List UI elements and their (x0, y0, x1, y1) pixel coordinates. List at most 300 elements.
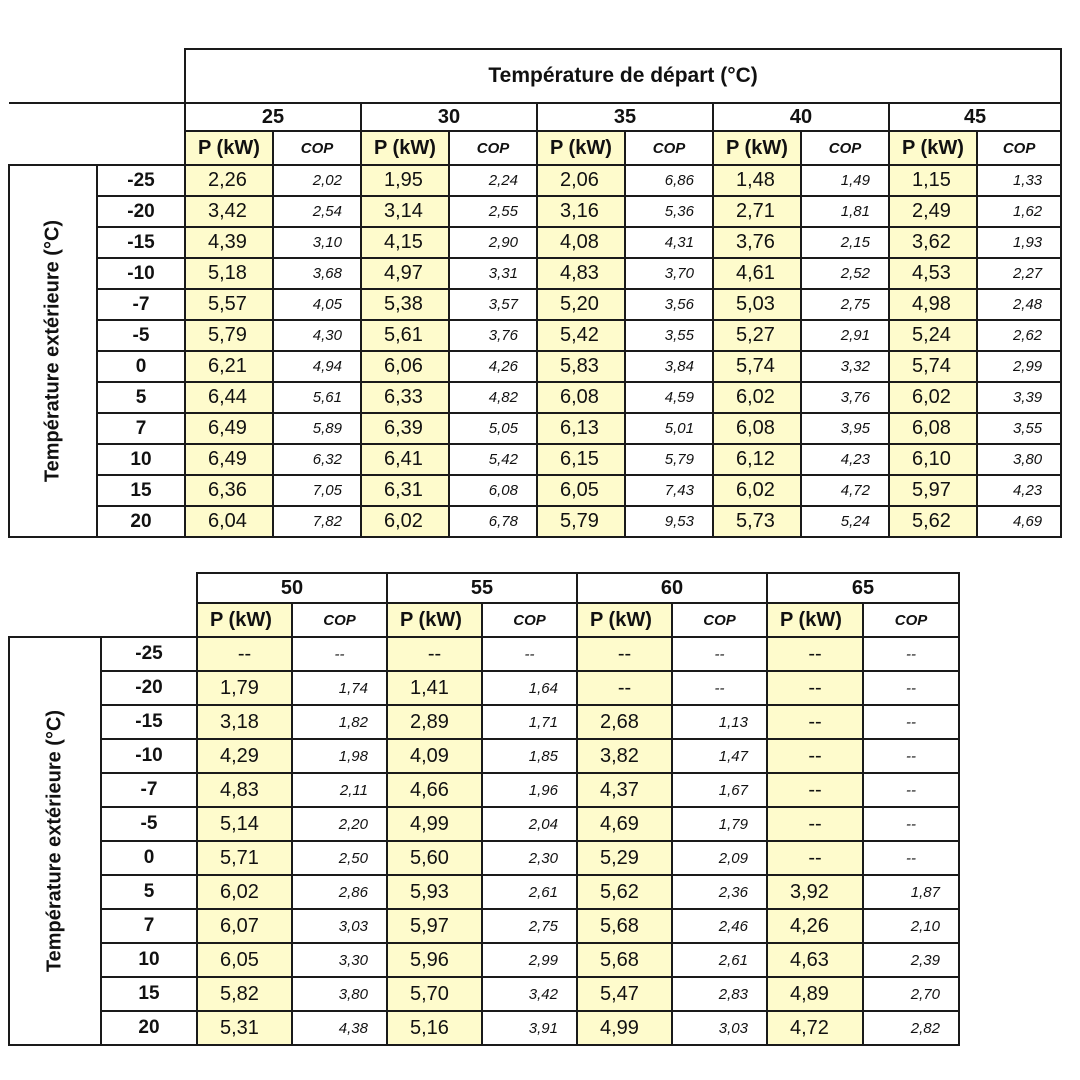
power-value: 5,97 (387, 909, 482, 943)
cop-value: 1,49 (801, 165, 889, 196)
cop-value: 3,68 (273, 258, 361, 289)
outdoor-temp-value: -10 (101, 739, 197, 773)
table-row (9, 739, 959, 773)
outdoor-temperature-axis-label-cell (9, 637, 101, 1045)
cop-value: 1,67 (672, 773, 767, 807)
departure-temp-header: 40 (713, 103, 889, 131)
power-value: 4,83 (537, 258, 625, 289)
power-value: 1,95 (361, 165, 449, 196)
power-value: 5,42 (537, 320, 625, 351)
power-value: 5,38 (361, 289, 449, 320)
power-value: 6,08 (713, 413, 801, 444)
cop-value: 2,02 (273, 165, 361, 196)
table-row (9, 671, 959, 705)
power-value: 4,61 (713, 258, 801, 289)
power-value: 5,74 (713, 351, 801, 382)
power-value: 5,68 (577, 909, 672, 943)
power-value: 5,79 (537, 506, 625, 537)
cop-value: 1,79 (672, 807, 767, 841)
power-value: 6,05 (537, 475, 625, 506)
power-value: 5,83 (537, 351, 625, 382)
power-value: 6,15 (537, 444, 625, 475)
power-value: 6,08 (537, 382, 625, 413)
power-value: 5,29 (577, 841, 672, 875)
power-value: 5,96 (387, 943, 482, 977)
power-value: 4,29 (197, 739, 292, 773)
cop-value: 3,84 (625, 351, 713, 382)
cop-value: 2,15 (801, 227, 889, 258)
cop-value: 2,52 (801, 258, 889, 289)
power-value: 5,62 (577, 875, 672, 909)
power-value: 5,93 (387, 875, 482, 909)
power-value: 6,49 (185, 413, 273, 444)
power-value: 5,62 (889, 506, 977, 537)
outdoor-temp-value: 7 (97, 413, 185, 444)
power-value: -- (767, 739, 863, 773)
cop-value: 2,10 (863, 909, 959, 943)
table-row (9, 382, 1061, 413)
power-value: 5,18 (185, 258, 273, 289)
power-value: 2,49 (889, 196, 977, 227)
cop-value: -- (672, 637, 767, 671)
table-row (9, 909, 959, 943)
power-value: 5,60 (387, 841, 482, 875)
cop-value: 7,43 (625, 475, 713, 506)
cop-header: COP (672, 603, 767, 637)
cop-value: 3,30 (292, 943, 387, 977)
cop-value: 1,82 (292, 705, 387, 739)
cop-value: 1,96 (482, 773, 577, 807)
power-value: 5,16 (387, 1011, 482, 1045)
cop-value: 2,99 (482, 943, 577, 977)
cop-value: 1,81 (801, 196, 889, 227)
outdoor-temp-value: 7 (101, 909, 197, 943)
cop-value: 2,86 (292, 875, 387, 909)
power-value: -- (387, 637, 482, 671)
cop-value: 3,03 (292, 909, 387, 943)
outdoor-temp-value: -7 (101, 773, 197, 807)
table-row (9, 1011, 959, 1045)
table-row (9, 773, 959, 807)
cop-value: 1,85 (482, 739, 577, 773)
departure-header-row (9, 103, 1061, 131)
power-header: P (kW) (889, 131, 977, 165)
cop-value: 1,62 (977, 196, 1061, 227)
cop-value: 2,54 (273, 196, 361, 227)
cop-value: 2,55 (449, 196, 537, 227)
cop-value: 3,80 (292, 977, 387, 1011)
power-value: 6,39 (361, 413, 449, 444)
power-value: 3,82 (577, 739, 672, 773)
cop-value: 2,39 (863, 943, 959, 977)
cop-value: 5,24 (801, 506, 889, 537)
power-header: P (kW) (767, 603, 863, 637)
cop-value: 1,87 (863, 875, 959, 909)
table-row (9, 506, 1061, 537)
cop-value: 5,01 (625, 413, 713, 444)
cop-value: 2,82 (863, 1011, 959, 1045)
table-row (9, 289, 1061, 320)
outdoor-temperature-label: Température extérieure (°C) (41, 219, 64, 483)
cop-value: 3,32 (801, 351, 889, 382)
cop-value: 4,23 (801, 444, 889, 475)
cop-value: 2,99 (977, 351, 1061, 382)
cop-value: -- (863, 637, 959, 671)
power-value: 6,10 (889, 444, 977, 475)
cop-value: 3,80 (977, 444, 1061, 475)
power-value: 6,02 (361, 506, 449, 537)
cop-value: -- (863, 739, 959, 773)
cop-value: 1,13 (672, 705, 767, 739)
outdoor-temp-value: 5 (97, 382, 185, 413)
cop-value: 6,08 (449, 475, 537, 506)
cop-value: 2,46 (672, 909, 767, 943)
cop-value: 2,83 (672, 977, 767, 1011)
cop-value: 4,31 (625, 227, 713, 258)
power-header: P (kW) (387, 603, 482, 637)
outdoor-temp-value: -15 (101, 705, 197, 739)
cop-value: 2,75 (801, 289, 889, 320)
power-value: 4,63 (767, 943, 863, 977)
cop-value: 4,72 (801, 475, 889, 506)
power-value: 3,14 (361, 196, 449, 227)
cop-value: 1,64 (482, 671, 577, 705)
power-value: 6,12 (713, 444, 801, 475)
cop-value: 4,05 (273, 289, 361, 320)
performance-table-top (8, 48, 1062, 538)
power-value: 6,33 (361, 382, 449, 413)
power-value: 4,69 (577, 807, 672, 841)
table-row (9, 413, 1061, 444)
table-row (9, 807, 959, 841)
cop-header: COP (625, 131, 713, 165)
table-row (9, 320, 1061, 351)
cop-value: 4,38 (292, 1011, 387, 1045)
table-row (9, 258, 1061, 289)
cop-value: 3,31 (449, 258, 537, 289)
cop-header: COP (482, 603, 577, 637)
departure-temp-header: 30 (361, 103, 537, 131)
cop-value: -- (863, 841, 959, 875)
cop-value: -- (863, 671, 959, 705)
cop-value: 3,57 (449, 289, 537, 320)
cop-value: 1,71 (482, 705, 577, 739)
cop-value: -- (672, 671, 767, 705)
power-value: 5,74 (889, 351, 977, 382)
cop-value: 2,75 (482, 909, 577, 943)
table-row (9, 875, 959, 909)
cop-value: 2,70 (863, 977, 959, 1011)
table-row (9, 943, 959, 977)
cop-value: 4,82 (449, 382, 537, 413)
performance-table-bottom (8, 572, 960, 1046)
power-value: 5,71 (197, 841, 292, 875)
power-header: P (kW) (537, 131, 625, 165)
cop-value: 5,79 (625, 444, 713, 475)
power-value: -- (577, 637, 672, 671)
outdoor-temp-value: 15 (101, 977, 197, 1011)
table-row (9, 165, 1061, 196)
outdoor-temp-value: 0 (101, 841, 197, 875)
cop-value: 3,76 (449, 320, 537, 351)
power-header: P (kW) (197, 603, 292, 637)
cop-value: 4,69 (977, 506, 1061, 537)
cop-value: 2,61 (672, 943, 767, 977)
table-row (9, 351, 1061, 382)
power-value: 3,76 (713, 227, 801, 258)
power-value: 5,79 (185, 320, 273, 351)
power-value: 5,57 (185, 289, 273, 320)
power-header: P (kW) (361, 131, 449, 165)
cop-header: COP (977, 131, 1061, 165)
power-value: 1,79 (197, 671, 292, 705)
cop-value: 3,70 (625, 258, 713, 289)
power-value: 4,97 (361, 258, 449, 289)
departure-temp-header: 55 (387, 573, 577, 603)
power-value: 4,99 (577, 1011, 672, 1045)
power-value: 2,68 (577, 705, 672, 739)
cop-value: 4,23 (977, 475, 1061, 506)
power-value: 4,66 (387, 773, 482, 807)
cop-value: 4,59 (625, 382, 713, 413)
title-row (9, 49, 1061, 103)
cop-header: COP (292, 603, 387, 637)
outdoor-temperature-axis-label-cell (9, 165, 97, 537)
outdoor-temp-value: -5 (101, 807, 197, 841)
power-value: 2,26 (185, 165, 273, 196)
cop-value: 1,98 (292, 739, 387, 773)
departure-temp-header: 60 (577, 573, 767, 603)
power-header: P (kW) (185, 131, 273, 165)
cop-value: 9,53 (625, 506, 713, 537)
cop-value: 2,48 (977, 289, 1061, 320)
cop-value: 6,86 (625, 165, 713, 196)
cop-value: 6,78 (449, 506, 537, 537)
cop-value: 3,95 (801, 413, 889, 444)
outdoor-temp-value: -25 (97, 165, 185, 196)
power-value: -- (767, 671, 863, 705)
power-value: 6,13 (537, 413, 625, 444)
outdoor-temp-value: 15 (97, 475, 185, 506)
power-value: 4,53 (889, 258, 977, 289)
power-value: 6,02 (197, 875, 292, 909)
table-row (9, 637, 959, 671)
cop-value: 2,04 (482, 807, 577, 841)
cop-value: 1,93 (977, 227, 1061, 258)
cop-value: 4,26 (449, 351, 537, 382)
outdoor-temp-value: -25 (101, 637, 197, 671)
power-value: 4,26 (767, 909, 863, 943)
power-value: 1,48 (713, 165, 801, 196)
power-header: P (kW) (713, 131, 801, 165)
outdoor-temp-value: 10 (97, 444, 185, 475)
cop-value: 2,50 (292, 841, 387, 875)
power-value: 5,24 (889, 320, 977, 351)
cop-value: 2,11 (292, 773, 387, 807)
cop-value: 3,03 (672, 1011, 767, 1045)
power-value: 4,09 (387, 739, 482, 773)
outdoor-temp-value: -15 (97, 227, 185, 258)
power-value: 5,14 (197, 807, 292, 841)
table-row (9, 977, 959, 1011)
cop-value: 2,62 (977, 320, 1061, 351)
power-value: 3,62 (889, 227, 977, 258)
cop-value: -- (292, 637, 387, 671)
table-row (9, 196, 1061, 227)
cop-value: 5,61 (273, 382, 361, 413)
power-value: 6,04 (185, 506, 273, 537)
departure-temp-header: 45 (889, 103, 1061, 131)
departure-header-row (9, 573, 959, 603)
cop-value: -- (863, 705, 959, 739)
power-value: 3,18 (197, 705, 292, 739)
outdoor-temp-value: -20 (101, 671, 197, 705)
power-value: 6,44 (185, 382, 273, 413)
cop-value: 3,91 (482, 1011, 577, 1045)
cop-value: 2,24 (449, 165, 537, 196)
table-row (9, 841, 959, 875)
cop-value: 3,76 (801, 382, 889, 413)
power-value: 4,08 (537, 227, 625, 258)
power-value: 6,02 (889, 382, 977, 413)
power-value: 3,42 (185, 196, 273, 227)
departure-temp-header: 65 (767, 573, 959, 603)
outdoor-temp-value: -10 (97, 258, 185, 289)
cop-value: 6,32 (273, 444, 361, 475)
power-value: -- (577, 671, 672, 705)
power-value: 2,71 (713, 196, 801, 227)
power-value: -- (767, 773, 863, 807)
cop-value: 3,55 (977, 413, 1061, 444)
power-value: 6,05 (197, 943, 292, 977)
empty-corner (9, 103, 185, 165)
power-value: 5,97 (889, 475, 977, 506)
power-value: 5,20 (537, 289, 625, 320)
cop-value: 2,61 (482, 875, 577, 909)
power-value: 1,15 (889, 165, 977, 196)
power-value: 6,21 (185, 351, 273, 382)
cop-value: 3,10 (273, 227, 361, 258)
departure-temp-header: 50 (197, 573, 387, 603)
power-value: 6,02 (713, 475, 801, 506)
cop-value: 2,90 (449, 227, 537, 258)
cop-value: 2,09 (672, 841, 767, 875)
power-value: 5,70 (387, 977, 482, 1011)
table-row (9, 705, 959, 739)
cop-value: 4,30 (273, 320, 361, 351)
power-value: 6,08 (889, 413, 977, 444)
power-value: 6,02 (713, 382, 801, 413)
cop-header: COP (273, 131, 361, 165)
outdoor-temp-value: 20 (97, 506, 185, 537)
cop-value: 3,39 (977, 382, 1061, 413)
cop-value: 3,55 (625, 320, 713, 351)
cop-value: 5,05 (449, 413, 537, 444)
power-value: 5,31 (197, 1011, 292, 1045)
outdoor-temp-value: 0 (97, 351, 185, 382)
power-value: 2,06 (537, 165, 625, 196)
power-value: 4,37 (577, 773, 672, 807)
cop-value: 4,94 (273, 351, 361, 382)
outdoor-temp-value: 20 (101, 1011, 197, 1045)
cop-value: 5,89 (273, 413, 361, 444)
outdoor-temp-value: 10 (101, 943, 197, 977)
power-value: 5,27 (713, 320, 801, 351)
power-value: 5,73 (713, 506, 801, 537)
power-value: 4,99 (387, 807, 482, 841)
cop-value: 5,42 (449, 444, 537, 475)
power-value: 6,49 (185, 444, 273, 475)
outdoor-temp-value: -5 (97, 320, 185, 351)
power-value: 5,03 (713, 289, 801, 320)
power-value: 5,82 (197, 977, 292, 1011)
power-value: 6,07 (197, 909, 292, 943)
cop-value: 1,74 (292, 671, 387, 705)
power-value: -- (767, 807, 863, 841)
table-row (9, 475, 1061, 506)
power-value: -- (197, 637, 292, 671)
cop-value: 7,82 (273, 506, 361, 537)
power-value: 1,41 (387, 671, 482, 705)
power-value: 4,39 (185, 227, 273, 258)
cop-value: -- (482, 637, 577, 671)
cop-header: COP (449, 131, 537, 165)
table-row (9, 444, 1061, 475)
power-value: 6,31 (361, 475, 449, 506)
cop-value: 1,47 (672, 739, 767, 773)
cop-value: 3,42 (482, 977, 577, 1011)
power-value: -- (767, 841, 863, 875)
departure-temperature-title: Température de départ (°C) (185, 49, 1061, 103)
power-value: 6,41 (361, 444, 449, 475)
power-value: 6,06 (361, 351, 449, 382)
power-value: 5,61 (361, 320, 449, 351)
power-value: 2,89 (387, 705, 482, 739)
empty-corner (9, 49, 185, 103)
power-value: -- (767, 705, 863, 739)
cop-value: 2,36 (672, 875, 767, 909)
cop-value: 7,05 (273, 475, 361, 506)
power-value: 4,98 (889, 289, 977, 320)
power-value: 5,68 (577, 943, 672, 977)
power-value: 4,83 (197, 773, 292, 807)
power-value: -- (767, 637, 863, 671)
cop-value: 2,27 (977, 258, 1061, 289)
cop-value: 2,91 (801, 320, 889, 351)
power-value: 5,47 (577, 977, 672, 1011)
table-row (9, 227, 1061, 258)
cop-value: -- (863, 807, 959, 841)
outdoor-temp-value: -7 (97, 289, 185, 320)
cop-value: 2,20 (292, 807, 387, 841)
cop-value: -- (863, 773, 959, 807)
outdoor-temperature-label: Température extérieure (°C) (43, 709, 66, 973)
cop-header: COP (801, 131, 889, 165)
cop-value: 2,30 (482, 841, 577, 875)
power-value: 4,89 (767, 977, 863, 1011)
empty-corner (9, 573, 197, 637)
departure-temp-header: 35 (537, 103, 713, 131)
cop-value: 5,36 (625, 196, 713, 227)
cop-header: COP (863, 603, 959, 637)
power-header: P (kW) (577, 603, 672, 637)
power-value: 4,15 (361, 227, 449, 258)
power-value: 4,72 (767, 1011, 863, 1045)
outdoor-temp-value: -20 (97, 196, 185, 227)
cop-value: 1,33 (977, 165, 1061, 196)
power-value: 3,16 (537, 196, 625, 227)
outdoor-temp-value: 5 (101, 875, 197, 909)
